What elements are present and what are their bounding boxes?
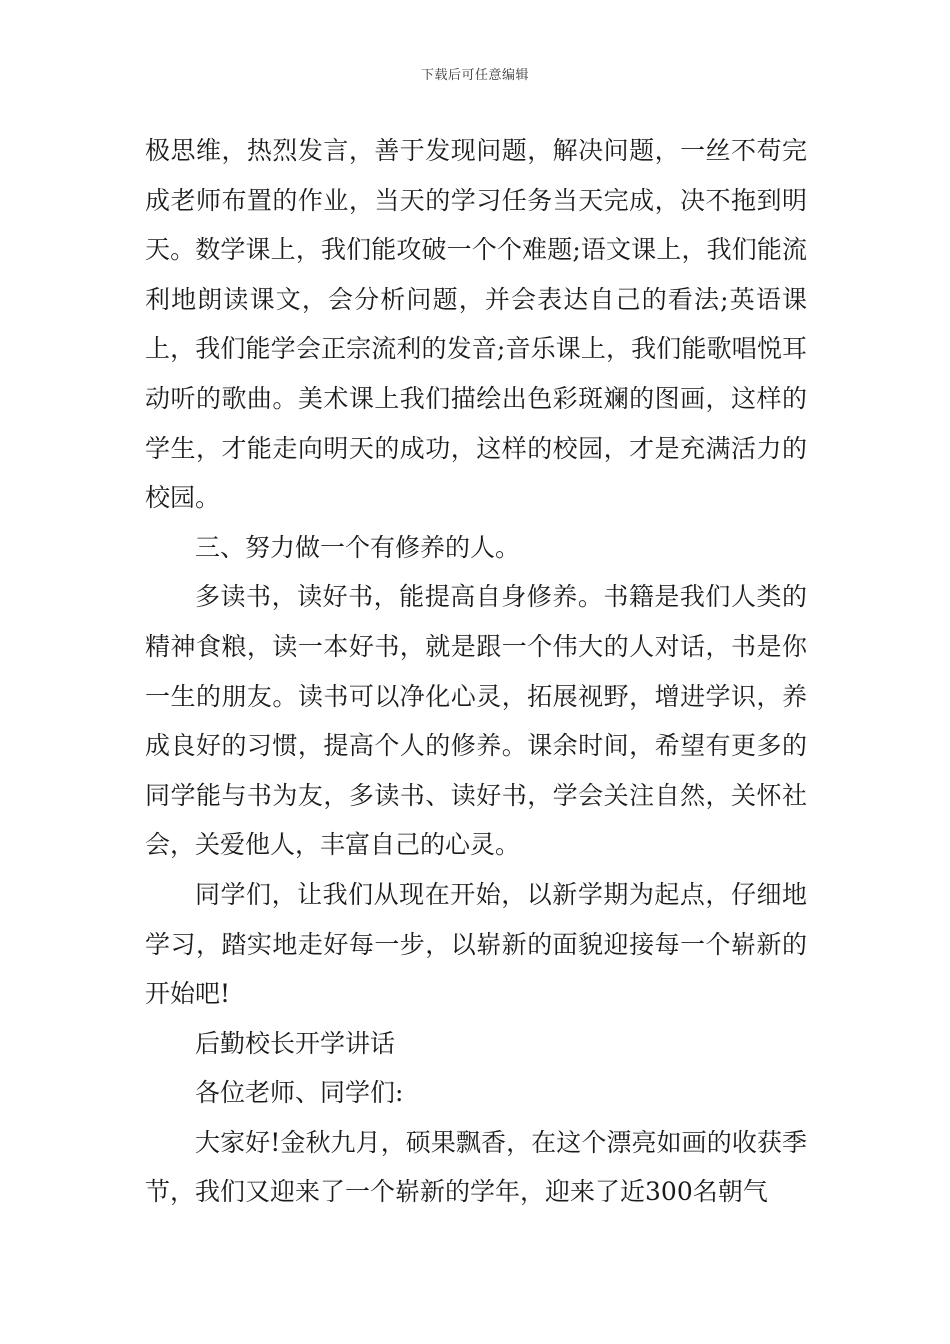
- paragraph-speech-opening: 大家好!金秋九月，硕果飘香，在这个漂亮如画的收获季节，我们又迎来了一个崭新的学年，迎来了近300名朝气: [145, 1127, 807, 1207]
- speech-title: 后勤校长开学讲话: [195, 1028, 396, 1058]
- section-heading: 三、努力做一个有修养的人。: [195, 532, 521, 562]
- paragraph-closing: 同学们，让我们从现在开始，以新学期为起点，仔细地学习，踏实地走好每一步，以崭新的面貌迎接每一个崭新的开始吧!: [145, 879, 807, 1009]
- speech-salutation: 各位老师、同学们:: [195, 1078, 404, 1108]
- paragraph-continuation: 极思维，热烈发言，善于发现问题，解决问题，一丝不苟完成老师布置的作业，当天的学习任务当天完成，决不拖到明天。数学课上，我们能攻破一个个难题;语文课上，我们能流利地朗读课文，会分析问题，并会表达自己的看法;英语课上，我们能学会正宗流利的发音;音乐课上，我们能歌唱悦耳动听的歌曲。美术课上我们描绘出色彩斑斓的图画，这样的学生，才能走向明天的成功，这样的校园，才是充满活力的校园。: [145, 136, 807, 513]
- page-header-note: 下载后可任意编辑: [420, 68, 529, 83]
- document-body: [145, 126, 807, 1217]
- paragraph-reading: 多读书，读好书，能提高自身修养。书籍是我们人类的精神食粮，读一本好书，就是跟一个伟大的人对话，书是你一生的朋友。读书可以净化心灵，拓展视野，增进学识，养成良好的习惯，提高个人的修养。课余时间，希望有更多的同学能与书为友，多读书、读好书，学会关注自然，关怀社会，关爱他人，丰富自己的心灵。: [145, 582, 807, 860]
